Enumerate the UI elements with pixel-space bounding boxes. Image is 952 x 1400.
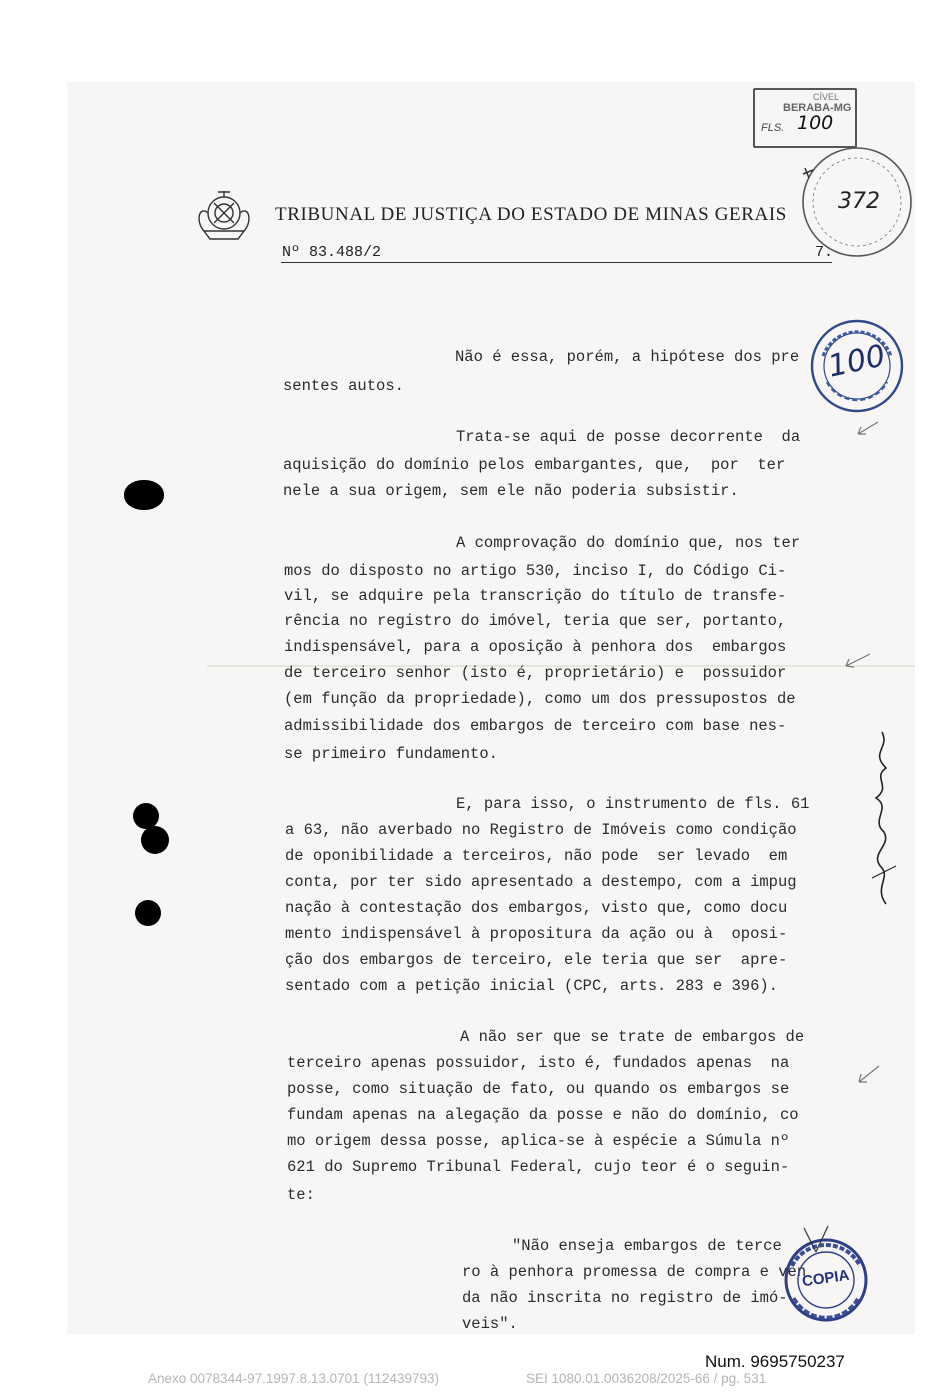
quote-line: "Não enseja embargos de terce: [512, 1237, 782, 1255]
header-rule: [281, 262, 832, 263]
annex-reference: Anexo 0078344-97.1997.8.13.0701 (112439793): [148, 1371, 440, 1386]
body-line: sentado com a petição inicial (CPC, arts. 283 e 396).: [285, 977, 778, 995]
body-line: A comprovação do domínio que, nos ter: [456, 534, 801, 552]
body-line: rência no registro do imóvel, teria que ser, portanto,: [284, 612, 787, 630]
fls-stamp-line2: BERABA-MG: [783, 102, 852, 114]
body-line: mo origem dessa posse, aplica-se à espécie a Súmula nº: [287, 1132, 790, 1150]
body-line: de oponibilidade a terceiros, não pode ser levado em: [285, 847, 788, 865]
body-line: ção dos embargos de terceiro, ele teria que ser apre-: [285, 951, 788, 969]
punch-hole: [124, 480, 164, 510]
court-coat-of-arms-icon: [190, 183, 258, 247]
body-line: Não é essa, porém, a hipótese dos pre: [455, 348, 800, 366]
body-line: E, para isso, o instrumento de fls. 61: [456, 795, 810, 813]
body-line: conta, por ter sido apresentado a destempo, com a impug: [285, 873, 797, 891]
court-title: TRIBUNAL DE JUSTIÇA DO ESTADO DE MINAS GERAIS: [275, 204, 787, 225]
process-number: Nº 83.488/2: [282, 244, 382, 261]
body-line: terceiro apenas possuidor, isto é, fundados apenas na: [287, 1054, 790, 1072]
margin-signature-icon: [862, 728, 902, 908]
body-line: nele a sua origem, sem ele não poderia subsistir.: [283, 482, 739, 500]
document-number: Num. 9695750237: [705, 1352, 845, 1371]
body-line: (em função da propriedade), como um dos pressupostos de: [284, 690, 796, 708]
body-line: A não ser que se trate de embargos de: [460, 1028, 805, 1046]
punch-hole: [135, 900, 161, 926]
fls-stamp-label: FLS.: [761, 122, 785, 134]
sei-reference: SEI 1080.01.0036208/2025-66 / pg. 531: [526, 1371, 767, 1386]
quote-line: veis".: [462, 1315, 518, 1333]
body-line: posse, como situação de fato, ou quando os embargos se: [287, 1080, 790, 1098]
margin-arrow-icon: [852, 418, 882, 440]
body-line: de terceiro senhor (isto é, proprietário) e possuidor: [284, 664, 787, 682]
fls-stamp-line1: CÍVEL: [813, 92, 840, 102]
body-line: sentes autos.: [283, 377, 404, 395]
margin-arrow-icon: [853, 1062, 883, 1088]
body-line: a 63, não averbado no Registro de Imóveis como condição: [285, 821, 797, 839]
body-line: aquisição do domínio pelos embargantes, que, por ter: [283, 456, 786, 474]
fls-stamp-number: 100: [797, 112, 834, 134]
copia-seal-label: COPIA: [801, 1266, 851, 1291]
margin-arrow-icon: [840, 650, 874, 672]
body-line: indispensável, para a oposição à penhora dos embargos: [284, 638, 787, 656]
quote-line: ro à penhora promessa de compra e ven: [462, 1263, 807, 1281]
quote-line: da não inscrita no registro de imó-: [462, 1289, 788, 1307]
body-line: admissibilidade dos embargos de terceiro com base nes-: [284, 717, 787, 735]
body-line: te:: [287, 1186, 315, 1204]
body-line: fundam apenas na alegação da posse e não do domínio, co: [287, 1106, 799, 1124]
punch-hole: [141, 826, 169, 854]
body-line: mento indispensável à propositura da ação ou à oposi-: [285, 925, 788, 943]
blue-circular-stamp-number: 100: [824, 338, 889, 385]
page-marker: 7.: [815, 244, 834, 261]
body-line: nação à contestação dos embargos, visto que, como docu: [285, 899, 788, 917]
body-line: vil, se adquire pela transcrição do título de transfe-: [284, 587, 787, 605]
circular-stamp-top-number: 372: [838, 189, 880, 214]
body-line: 621 do Supremo Tribunal Federal, cujo teor é o seguin-: [287, 1158, 790, 1176]
body-line: se primeiro fundamento.: [284, 745, 498, 763]
body-line: Trata-se aqui de posse decorrente da: [456, 428, 801, 446]
body-line: mos do disposto no artigo 530, inciso I, do Código Ci-: [284, 562, 787, 580]
